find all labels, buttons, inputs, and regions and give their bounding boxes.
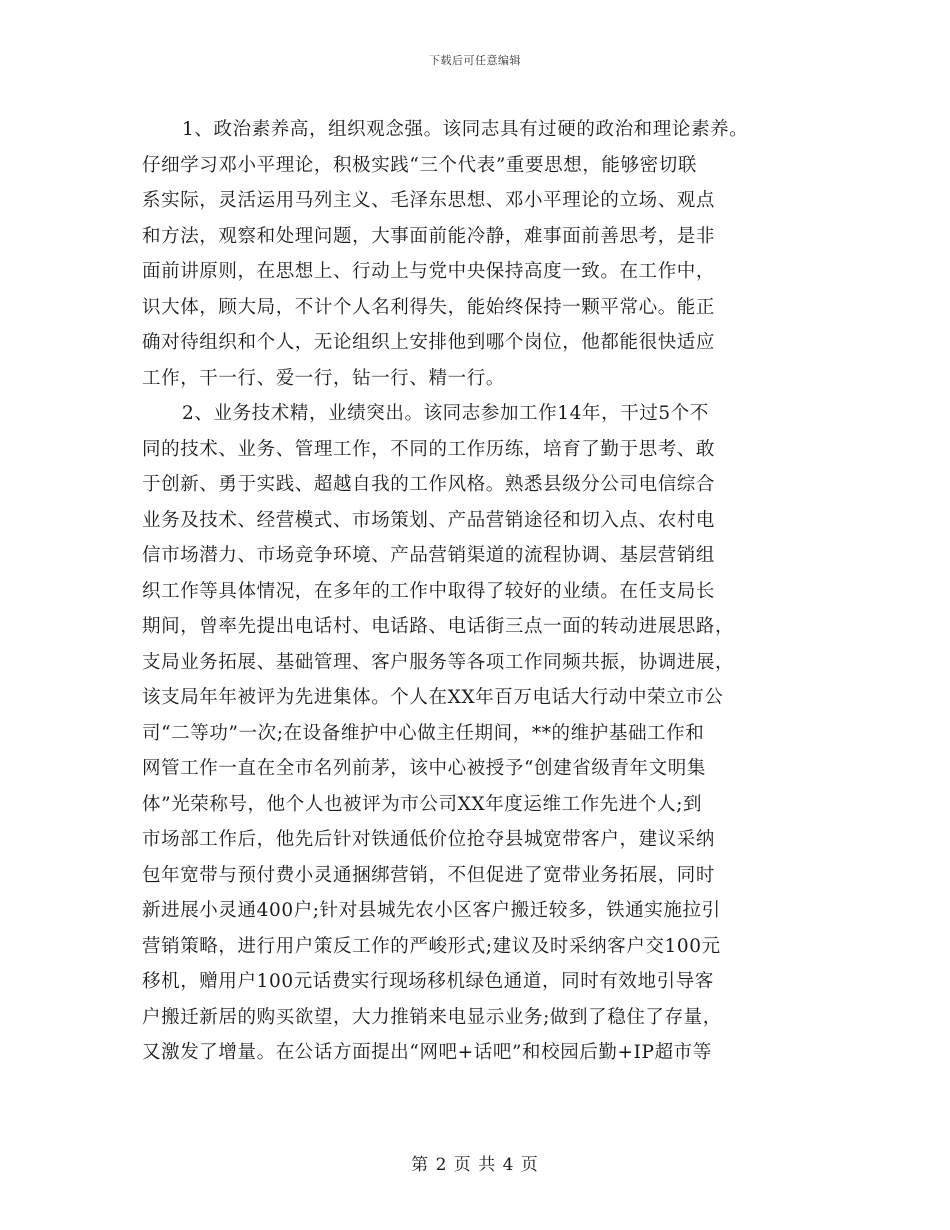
paragraph-2-line: 户搬迁新居的购买欲望，大力推销来电显示业务;做到了稳住了存量， — [142, 1006, 722, 1028]
paragraph-2-line: 网管工作一直在全市名列前茅，该中心被授予“创建省级青年文明集 — [142, 758, 706, 779]
paragraph-2-line: 新进展小灵通400户;针对县城先农小区客户搬迁较多，铁通实施拉引 — [142, 900, 721, 921]
paragraph-2-line: 体”光荣称号，他个人也被评为市公司XX年度运维工作先进个人;到 — [142, 793, 703, 815]
paragraph-2-line: 2、业务技术精，业绩突出。该同志参加工作14年，干过5个不 — [182, 403, 709, 424]
paragraph-1-line: 工作，干一行、爱一行，钻一行、精一行。 — [142, 367, 505, 389]
paragraph-2-line: 织工作等具体情况，在多年的工作中取得了较好的业绩。在任支局长 — [142, 580, 716, 602]
paragraph-1-line: 系实际，灵活运用马列主义、毛泽东思想、邓小平理论的立场、观点 — [142, 190, 716, 211]
paragraph-2-line: 同的技术、业务、管理工作，不同的工作历练，培育了勤于思考、敢 — [142, 438, 716, 460]
paragraph-2-line: 该支局年年被评为先进集体。个人在XX年百万电话大行动中荣立市公 — [142, 687, 724, 708]
paragraph-2-line: 司“二等功”一次;在设备维护中心做主任期间，**的维护基础工作和 — [142, 722, 705, 744]
paragraph-2-line: 期间，曾率先提出电话村、电话路、电话街三点一面的转动进展思路， — [142, 616, 735, 637]
paragraph-2-line: 信市场潜力、市场竞争环境、产品营销渠道的流程协调、基层营销组 — [142, 545, 716, 566]
paragraph-1-line: 仔细学习邓小平理论，积极实践“三个代表”重要思想，能够密切联 — [142, 154, 697, 176]
paragraph-2-line: 包年宽带与预付费小灵通捆绑营销，不但促进了宽带业务拓展，同时 — [142, 864, 716, 886]
paragraph-2-line: 于创新、勇于实践、超越自我的工作风格。熟悉县级分公司电信综合 — [142, 474, 716, 495]
paragraph-1-line: 确对待组织和个人，无论组织上安排他到哪个岗位，他都能很快适应 — [142, 332, 716, 353]
paragraph-2-line: 业务及技术、经营模式、市场策划、产品营销途径和切入点、农村电 — [142, 509, 716, 531]
paragraph-1-line: 面前讲原则，在思想上、行动上与党中央保持高度一致。在工作中， — [142, 261, 716, 282]
paragraph-2-line: 市场部工作后，他先后针对铁通低价位抢夺县城宽带客户，建议采纳 — [142, 829, 716, 850]
paragraph-2-line: 又激发了增量。在公话方面提出“网吧+话吧”和校园后勤+IP超市等 — [142, 1042, 712, 1063]
paragraph-1-line: 1、政治素养高，组织观念强。该同志具有过硬的政治和理论素养。 — [182, 119, 749, 140]
paragraph-1-line: 识大体，顾大局，不计个人名利得失，能始终保持一颗平常心。能正 — [142, 296, 716, 318]
paragraph-2-line: 营销策略，进行用户策反工作的严峻形式;建议及时采纳客户交100元 — [142, 935, 721, 957]
paragraph-1-line: 和方法，观察和处理问题，大事面前能冷静，难事面前善思考，是非 — [142, 225, 716, 247]
paragraph-2-line: 支局业务拓展、基础管理、客户服务等各项工作同频共振，协调进展， — [142, 651, 735, 673]
page-header: 下载后可任意编辑 — [429, 54, 521, 67]
document-body — [142, 112, 825, 1071]
page-number: 第 2 页 共 4 页 — [411, 1155, 539, 1175]
paragraph-2-line: 移机，赠用户100元话费实行现场移机绿色通道，同时有效地引导客 — [142, 971, 714, 992]
